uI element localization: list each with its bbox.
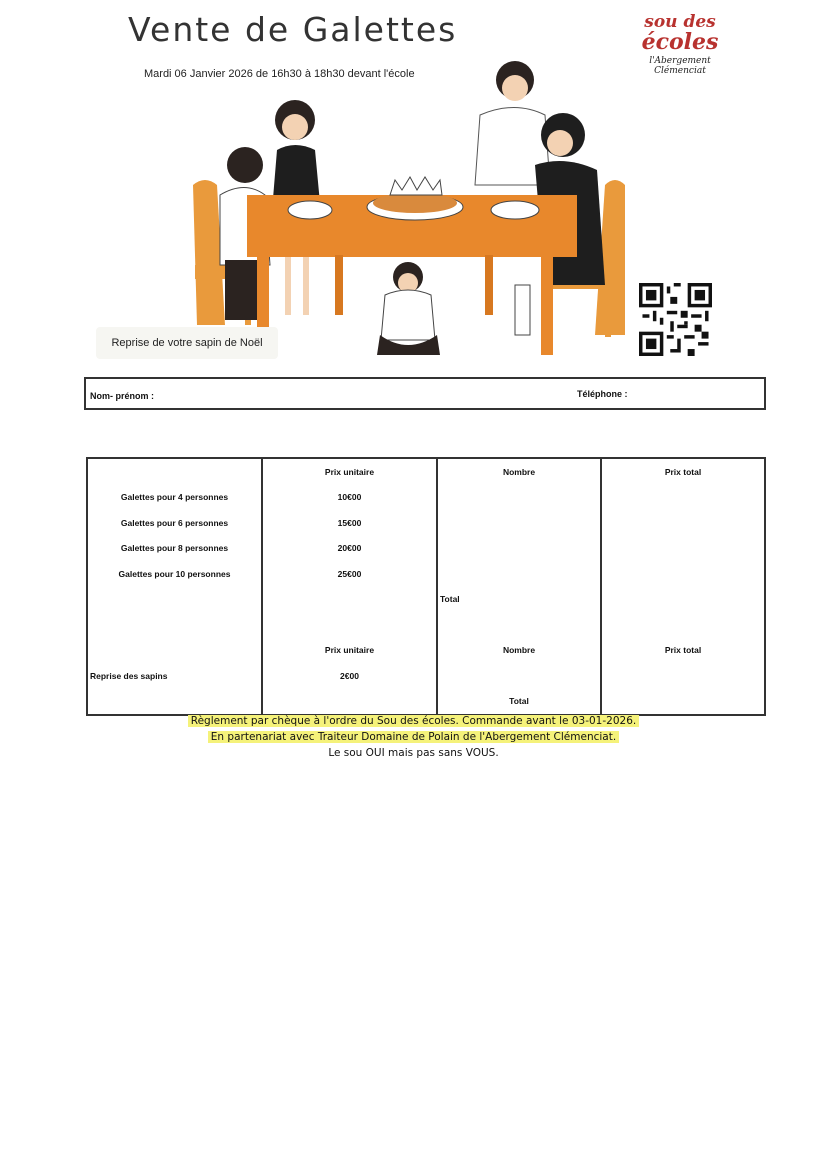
table-row bbox=[87, 561, 765, 587]
payment-note: Règlement par chèque à l'ordre du Sou des écoles. Commande avant le 03-01-2026. bbox=[188, 715, 639, 727]
sapin-note: Reprise de votre sapin de Noël bbox=[96, 327, 278, 359]
header-total-price: Prix total bbox=[601, 458, 765, 485]
table-row bbox=[87, 485, 765, 511]
total-cell[interactable] bbox=[601, 536, 765, 562]
empty-cell bbox=[87, 689, 262, 716]
header-quantity: Nombre bbox=[437, 458, 601, 485]
galettes-total-cell[interactable] bbox=[601, 587, 765, 613]
phone-label: Téléphone : bbox=[577, 389, 628, 399]
total-cell[interactable] bbox=[601, 510, 765, 536]
logo-line-4: Clémenciat bbox=[654, 66, 706, 76]
sou-des-ecoles-logo bbox=[640, 12, 720, 76]
table-row bbox=[87, 587, 765, 613]
event-date: Mardi 06 Janvier 2026 de 16h30 à 18h30 devant l'école bbox=[144, 68, 415, 80]
table-row bbox=[87, 689, 765, 716]
partner-note: En partenariat avec Traiteur Domaine de Polain de l'Abergement Clémenciat. bbox=[208, 731, 619, 743]
quantity-cell[interactable] bbox=[437, 510, 601, 536]
sapins-total-cell[interactable] bbox=[601, 663, 765, 689]
empty-cell bbox=[601, 612, 765, 638]
sapins-header-total-price: Prix total bbox=[601, 638, 765, 664]
logo-line-1: sou des bbox=[644, 12, 716, 32]
empty-cell bbox=[262, 689, 437, 716]
page-title: Vente de Galettes bbox=[128, 10, 458, 49]
qr-code[interactable] bbox=[639, 283, 712, 356]
table-row bbox=[87, 510, 765, 536]
table-row bbox=[87, 612, 765, 638]
notes bbox=[0, 713, 827, 761]
product-price: 10€00 bbox=[262, 485, 437, 511]
product-label: Galettes pour 4 personnes bbox=[87, 485, 262, 511]
sapins-total-label: Total bbox=[437, 689, 601, 716]
table-row bbox=[87, 638, 765, 664]
name-label: Nom- prénom : bbox=[90, 391, 154, 401]
product-label: Galettes pour 8 personnes bbox=[87, 536, 262, 562]
family-table-illustration bbox=[185, 55, 635, 365]
empty-cell bbox=[437, 612, 601, 638]
sapins-price: 2€00 bbox=[262, 663, 437, 689]
logo-line-2: écoles bbox=[641, 29, 719, 55]
total-cell[interactable] bbox=[601, 485, 765, 511]
order-table bbox=[86, 457, 766, 716]
sapins-total-value-cell[interactable] bbox=[601, 689, 765, 716]
product-label: Galettes pour 6 personnes bbox=[87, 510, 262, 536]
header-unit-price: Prix unitaire bbox=[262, 458, 437, 485]
galettes-total-label: Total bbox=[437, 587, 601, 613]
empty-cell bbox=[87, 587, 262, 613]
table-row bbox=[87, 536, 765, 562]
contact-form-box bbox=[84, 377, 766, 410]
quantity-cell[interactable] bbox=[437, 536, 601, 562]
sapins-header-unit-price: Prix unitaire bbox=[262, 638, 437, 664]
sapins-quantity-cell[interactable] bbox=[437, 663, 601, 689]
sapins-header-empty bbox=[87, 638, 262, 664]
product-price: 20€00 bbox=[262, 536, 437, 562]
empty-cell bbox=[262, 612, 437, 638]
sapins-label: Reprise des sapins bbox=[87, 663, 262, 689]
total-cell[interactable] bbox=[601, 561, 765, 587]
product-price: 15€00 bbox=[262, 510, 437, 536]
empty-cell bbox=[87, 612, 262, 638]
quantity-cell[interactable] bbox=[437, 561, 601, 587]
product-label: Galettes pour 10 personnes bbox=[87, 561, 262, 587]
slogan: Le sou OUI mais pas sans VOUS. bbox=[328, 747, 499, 759]
product-price: 25€00 bbox=[262, 561, 437, 587]
logo-line-3: l'Abergement bbox=[649, 56, 711, 66]
table-row bbox=[87, 663, 765, 689]
header-empty bbox=[87, 458, 262, 485]
quantity-cell[interactable] bbox=[437, 485, 601, 511]
sapins-header-quantity: Nombre bbox=[437, 638, 601, 664]
empty-cell bbox=[262, 587, 437, 613]
